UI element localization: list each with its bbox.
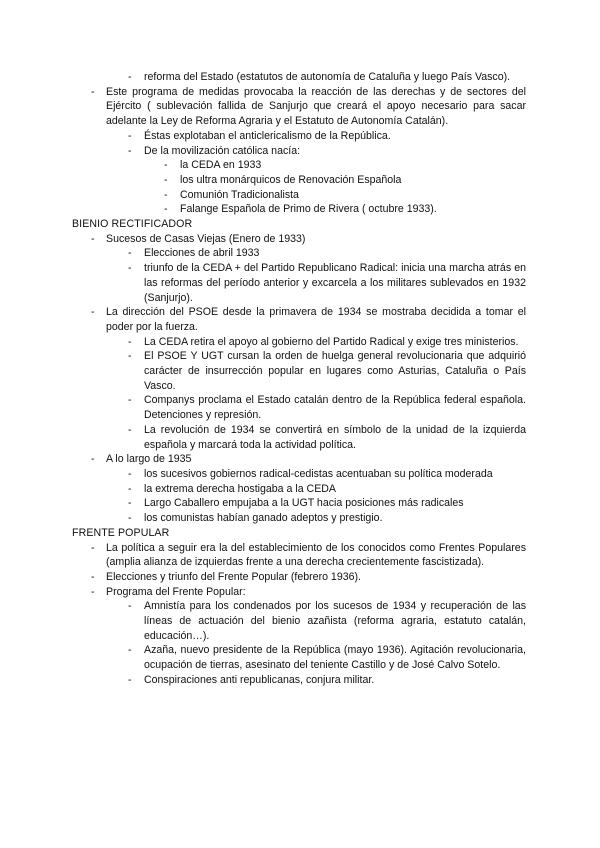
list-item-text: El PSOE Y UGT cursan la orden de huelga general revolucionaria que adquirió carácter de insurrección popular en lugares como Asturias, Cataluña o País Vasco. — [144, 350, 526, 392]
list-item-text: la CEDA en 1933 — [180, 159, 262, 172]
bullet-dash: - — [128, 394, 132, 407]
list-item — [0, 643, 526, 672]
bullet-dash: - — [128, 644, 132, 657]
bullet-dash: - — [91, 570, 95, 583]
list-item — [0, 85, 526, 129]
list-item — [0, 570, 526, 585]
list-item — [0, 232, 526, 247]
bullet-dash: - — [128, 423, 132, 436]
list-item — [0, 305, 526, 334]
section-bienio-rectificador — [0, 217, 600, 526]
list-item — [0, 541, 526, 570]
bullet-dash: - — [128, 335, 132, 348]
list-item — [0, 599, 526, 643]
list-item-text: Elecciones de abril 1933 — [144, 247, 260, 260]
list-item — [0, 158, 526, 173]
bullet-dash: - — [128, 247, 132, 260]
list-item-text: los sucesivos gobiernos radical-cedistas acentuaban su política moderada — [144, 467, 493, 480]
list-item-text: Elecciones y triunfo del Frente Popular (febrero 1936). — [106, 570, 361, 583]
section-republic-reforms — [0, 70, 600, 217]
bullet-dash: - — [128, 262, 132, 275]
list-item — [0, 467, 526, 482]
list-item-text: La dirección del PSOE desde la primavera de 1934 se mostraba decidida a tomar el poder por la fuerza. — [106, 306, 526, 333]
bullet-dash: - — [128, 512, 132, 525]
bullet-dash: - — [164, 173, 168, 186]
list-item — [0, 129, 526, 144]
bullet-dash: - — [128, 144, 132, 157]
section-heading: BIENIO RECTIFICADOR — [72, 218, 193, 231]
list-item-text: los ultra monárquicos de Renovación Española — [180, 173, 402, 186]
bullet-dash: - — [91, 585, 95, 598]
section-heading: FRENTE POPULAR — [72, 526, 170, 539]
bullet-dash: - — [128, 673, 132, 686]
bullet-dash: - — [91, 306, 95, 319]
list-item — [0, 261, 526, 305]
list-item-text: Comunión Tradicionalista — [180, 188, 299, 201]
list-item-text: La política a seguir era la del establecimiento de los conocidos como Frentes Populares (amplia alianza de izquierdas frente a una derecha crecientemente fascistizada). — [106, 541, 526, 569]
bullet-dash: - — [164, 188, 168, 201]
list-item — [0, 335, 526, 350]
list-item-text: Falange Española de Primo de Rivera ( octubre 1933). — [180, 203, 437, 216]
list-item — [0, 202, 526, 217]
list-item-text: la extrema derecha hostigaba a la CEDA — [144, 482, 336, 495]
list-item-text: Azaña, nuevo presidente de la República (mayo 1936). Agitación revolucionaria, ocupación de tierras, asesinato del teniente Castillo y de José Calvo Sotelo. — [144, 644, 526, 672]
list-item — [0, 585, 526, 600]
document-body — [0, 70, 600, 688]
list-item-text: Programa del Frente Popular: — [106, 585, 246, 598]
bullet-dash: - — [128, 482, 132, 495]
list-item-text: Sucesos de Casas Viejas (Enero de 1933) — [106, 232, 306, 245]
bullet-dash: - — [128, 497, 132, 510]
list-item-text: A lo largo de 1935 — [106, 453, 192, 466]
list-item-text: La revolución de 1934 se convertirá en símbolo de la unidad de la izquierda española y marcará toda la actividad política. — [144, 423, 526, 451]
list-item-text: Amnistía para los condenados por los sucesos de 1934 y recuperación de las líneas de actuación del bienio azañista (reforma agraria, estatuto catalán, educación…). — [144, 600, 526, 642]
list-item — [0, 173, 526, 188]
list-item-text: los comunistas habían ganado adeptos y prestigio. — [144, 512, 383, 525]
list-item-text: Este programa de medidas provocaba la reacción de las derechas y de sectores del Ejército ( sublevación fallida de Sanjurjo que creará el apoyo necesario para sacar adelante la Ley de Reforma Agraria y el Estatuto de Autonomía Catalán). — [106, 85, 526, 128]
bullet-dash: - — [91, 85, 95, 98]
list-item — [0, 144, 526, 159]
bullet-dash: - — [128, 129, 132, 142]
list-item — [0, 452, 526, 467]
section-frente-popular — [0, 526, 600, 688]
bullet-dash: - — [164, 203, 168, 216]
list-item-text: Conspiraciones anti republicanas, conjura militar. — [144, 673, 375, 686]
list-item-text: Largo Caballero empujaba a la UGT hacia posiciones más radicales — [144, 497, 464, 510]
list-item-text: La CEDA retira el apoyo al gobierno del Partido Radical y exige tres ministerios. — [144, 335, 519, 348]
list-item-text: reforma del Estado (estatutos de autonomía de Cataluña y luego País Vasco). — [144, 71, 511, 83]
bullet-dash: - — [128, 467, 132, 480]
list-item-text: De la movilización católica nacía: — [144, 144, 301, 157]
list-item — [0, 511, 526, 526]
list-item-text: triunfo de la CEDA + del Partido Republicano Radical: inicia una marcha atrás en las reformas del período anterior y excarcela a los militares sublevados en 1932 (Sanjurjo). — [144, 262, 526, 304]
list-item-text: Éstas explotaban el anticlericalismo de la República. — [144, 129, 391, 142]
list-item — [0, 496, 526, 511]
list-item — [0, 673, 526, 688]
list-item — [0, 70, 526, 85]
bullet-dash: - — [91, 232, 95, 245]
list-item — [0, 349, 526, 393]
bullet-dash: - — [128, 350, 132, 363]
list-item — [0, 188, 526, 203]
list-item-text: Companys proclama el Estado catalán dentro de la República federal española. Detenciones y represión. — [144, 394, 526, 422]
bullet-dash: - — [91, 453, 95, 466]
bullet-dash: - — [128, 600, 132, 613]
bullet-dash: - — [164, 159, 168, 172]
list-item — [0, 246, 526, 261]
bullet-dash: - — [91, 541, 95, 554]
list-item — [0, 423, 526, 452]
list-item — [0, 393, 526, 422]
list-item — [0, 482, 526, 497]
bullet-dash: - — [128, 71, 132, 83]
